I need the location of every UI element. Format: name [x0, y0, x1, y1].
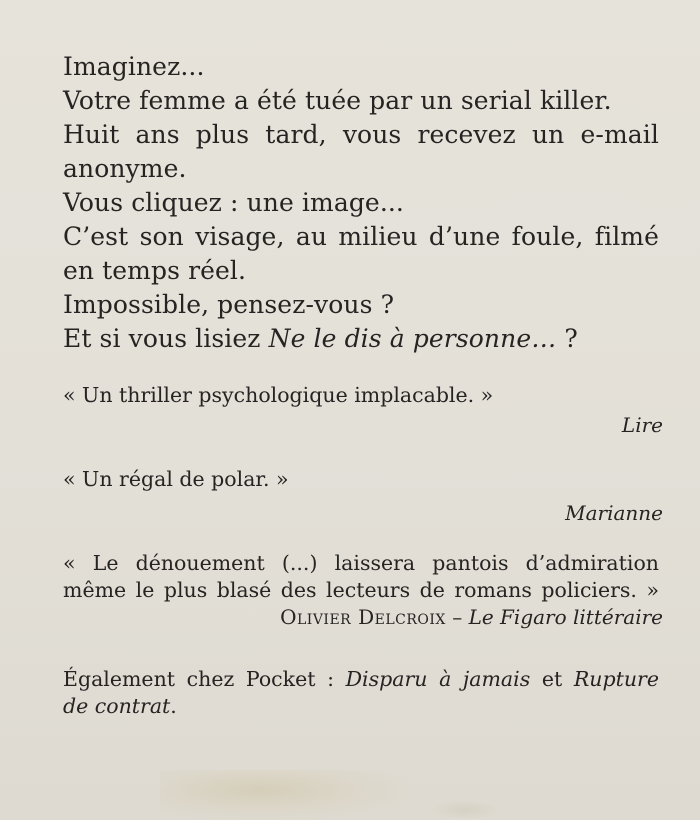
paper-stain: [160, 770, 410, 820]
review-author: Olivier Delcroix: [280, 605, 446, 629]
pitch-text-segment: Et si vous lisiez: [63, 324, 269, 353]
also-suffix: .: [170, 694, 177, 718]
review-quote-line: même le plus blasé des lecteurs de romans policiers. »: [63, 578, 659, 602]
review-marianne: [63, 466, 663, 526]
also-title: Disparu à jamais: [345, 667, 531, 691]
review-lire: [63, 382, 663, 438]
pitch-line: Vous cliquez : une image...: [63, 188, 404, 217]
pitch-line: Huit ans plus tard, vous recevez un e-mail: [63, 120, 659, 149]
also-title: Rupture: [573, 667, 659, 691]
review-source: Lire: [621, 413, 663, 437]
also-title: de contrat: [63, 694, 171, 718]
also-line: [63, 666, 659, 693]
also-available: [63, 666, 663, 720]
also-line: [63, 693, 663, 720]
review-source: Le Figaro littéraire: [468, 605, 663, 629]
review-attribution: [63, 604, 663, 630]
pitch-line: Imaginez...: [63, 52, 205, 81]
pitch-line: C’est son visage, au milieu d’une foule, filmé: [63, 222, 659, 251]
pitch-line: Votre femme a été tuée par un serial killer.: [63, 86, 612, 115]
paper-scuff: [430, 800, 500, 820]
pitch-line: [63, 322, 663, 356]
review-figaro: [63, 550, 663, 630]
book-title: Ne le dis à personne…: [268, 324, 557, 353]
pitch-text-segment: ?: [556, 324, 578, 353]
pitch-line: Impossible, pensez-vous ?: [63, 290, 395, 319]
review-source: Marianne: [565, 501, 663, 525]
review-quote-line: « Le dénouement (...) laissera pantois d’admiration: [63, 551, 659, 575]
pitch-line: anonyme.: [63, 154, 187, 183]
pitch-text: [63, 50, 663, 356]
review-quote: « Un thriller psychologique implacable. »: [63, 383, 494, 407]
review-quote: « Un régal de polar. »: [63, 467, 289, 491]
also-prefix: Également chez Pocket :: [63, 667, 346, 691]
also-connector: et: [530, 667, 574, 691]
pitch-line: en temps réel.: [63, 256, 247, 285]
review-separator: –: [445, 605, 469, 629]
